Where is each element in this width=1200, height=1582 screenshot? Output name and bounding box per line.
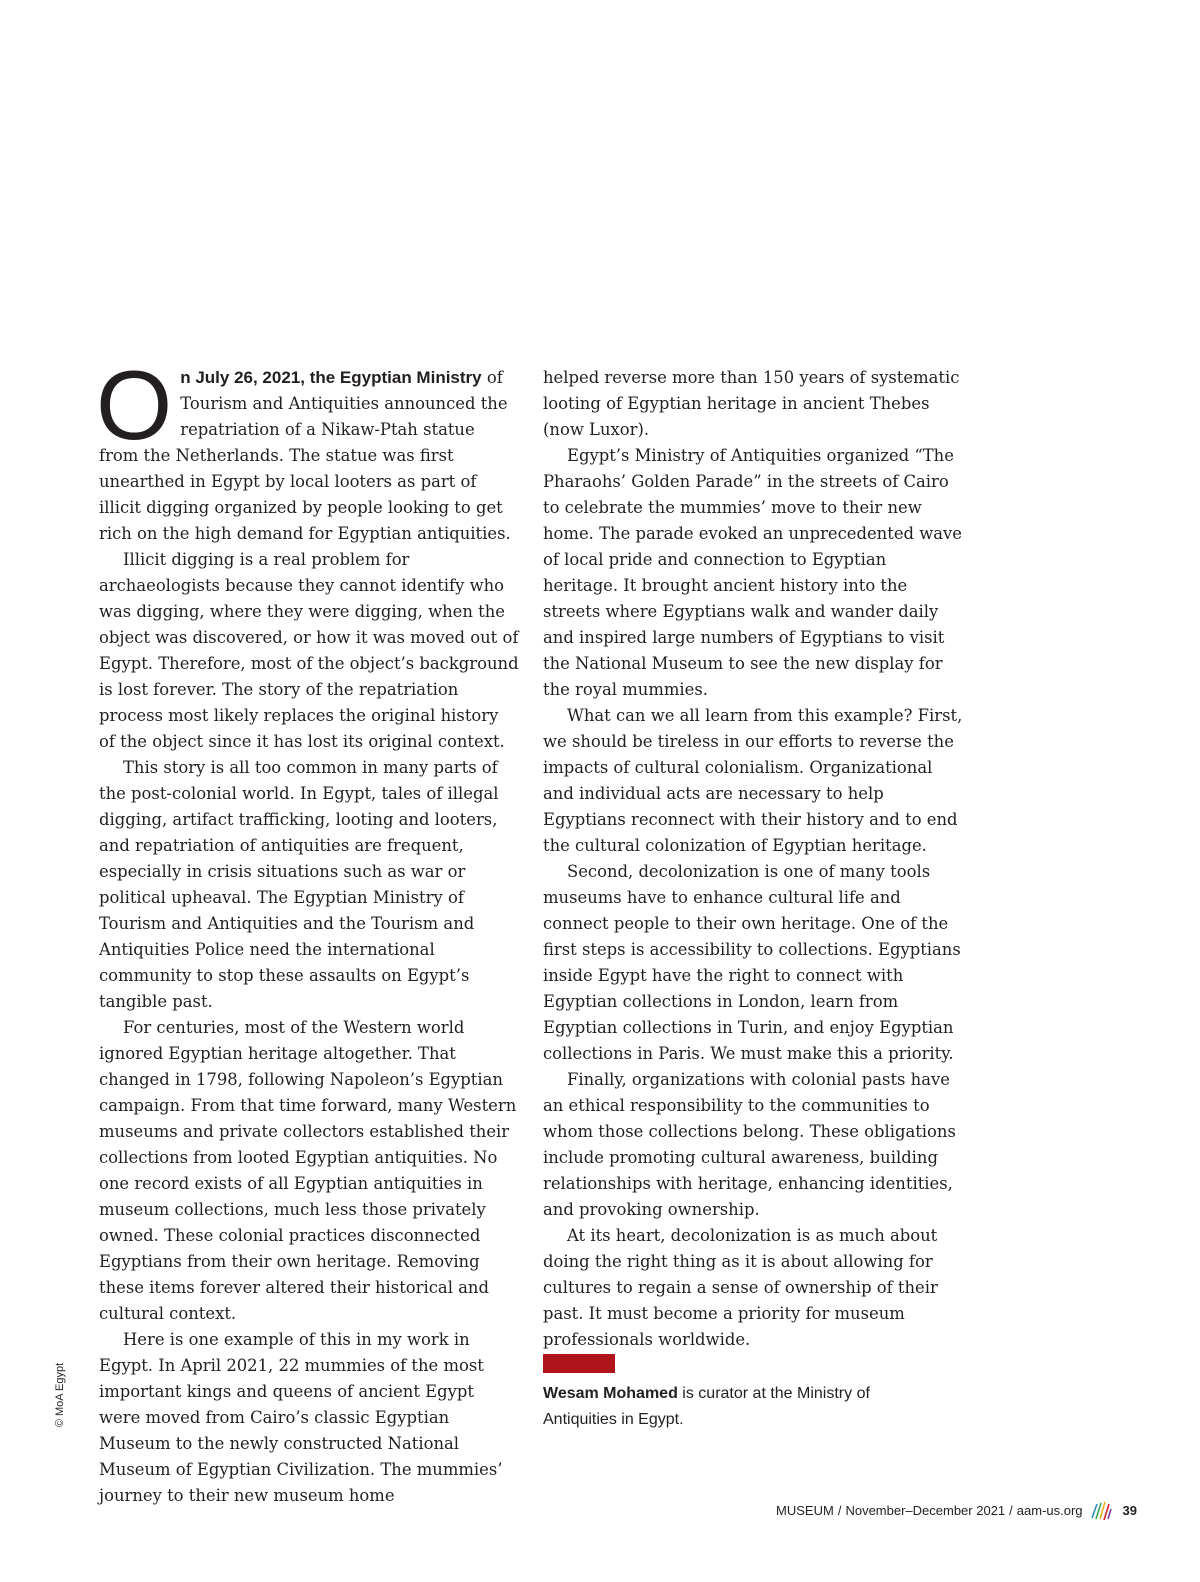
author-bio (543, 1381, 943, 1433)
issue-date: November–December 2021 (845, 1502, 1006, 1518)
article-paragraph: This story is all too common in many parts of the post-colonial world. In Egypt, tales of illegal digging, artifact trafficking, looting and looters, and repatriation of antiquities are frequent, especially in crisis situations such as war or political upheaval. The Egyptian Ministry of Tourism and Antiquities and the Tourism and Antiquities Police need the international community to stop these assaults on Egypt’s tangible past. (99, 758, 499, 1011)
photo-credit: © MoA Egypt (54, 1362, 66, 1428)
bio-accent-bar (543, 1354, 615, 1373)
article-paragraph: For centuries, most of the Western world ignored Egyptian heritage altogether. That changed in 1798, following Napoleon’s Egyptian campaign. From that time forward, many Western museums and private collectors established their collections from looted Egyptian antiquities. No one record exists of all Egyptian antiquities in museum collections, much less those privately owned. These colonial practices disconnected Egyptians from their own heritage. Removing these items forever altered their historical and cultural context. (99, 1018, 517, 1323)
drop-cap: O (96, 350, 173, 460)
website-link[interactable]: aam-us.org (1016, 1502, 1083, 1518)
footer-separator: / (837, 1502, 842, 1518)
author-name: Wesam Mohamed (543, 1385, 678, 1402)
article-paragraph: Egypt’s Ministry of Antiquities organized “The Pharaohs’ Golden Parade” in the streets of Cairo to celebrate the mummies’ move to their new home. The parade evoked an unprecedented wave of local pride and connection to Egyptian heritage. It brought ancient history into the streets where Egyptians walk and wander daily and inspired large numbers of Egyptians to visit the National Museum to see the new display for the royal mummies. (543, 446, 962, 699)
article-paragraph-1-text: of Tourism and Antiquities announced the repatriation of a Nikaw-Ptah statue from the Netherlands. The statue was first unearthed in Egypt by local looters as part of illicit digging organized by people looking to get rich on the high demand for Egyptian antiquities. (99, 368, 511, 543)
footer-separator: / (1009, 1502, 1013, 1518)
article-paragraph: What can we all learn from this example? First, we should be tireless in our efforts to reverse the impacts of cultural colonialism. Organizational and individual acts are necessary to help Egyptians reconnect with their history and to end the cultural colonization of Egyptian heritage. (543, 706, 963, 855)
article-paragraph: Here is one example of this in my work in Egypt. In April 2021, 22 mummies of the most important kings and queens of ancient Egypt were moved from Cairo’s classic Egyptian Museum to the newly constructed National Museum of Egyptian Civilization. The mummies’ journey to their new museum home (99, 1330, 503, 1505)
article-paragraph-1 (96, 350, 519, 547)
article-paragraph: Finally, organizations with colonial pasts have an ethical responsibility to the communities to whom those collections belong. These obligations include promoting cultural awareness, building relationships with heritage, enhancing identities, and provoking ownership. (543, 1070, 956, 1219)
article-paragraph: Second, decolonization is one of many tools museums have to enhance cultural life and connect people to their own heritage. One of the first steps is accessibility to collections. Egyptians inside Egypt have the right to connect with Egyptian collections in London, learn from Egyptian collections in Turin, and enjoy Egyptian collections in Paris. We must make this a priority. (543, 862, 961, 1063)
aam-logo-icon (1089, 1498, 1113, 1522)
article-paragraph: At its heart, decolonization is as much about doing the right thing as it is about allowing for cultures to regain a sense of ownership of their past. It must become a priority for museum professionals worldwide. (543, 1226, 938, 1349)
article-column-right (543, 365, 965, 1353)
page-number: 39 (1122, 1502, 1137, 1518)
publication-name: MUSEUM (776, 1502, 834, 1518)
article-lead-in: n July 26, 2021, the Egyptian Ministry (180, 368, 482, 387)
page-footer (776, 1498, 1137, 1522)
article-continuation: helped reverse more than 150 years of systematic looting of Egyptian heritage in ancient Thebes (now Luxor). (543, 368, 960, 439)
article-column-left (96, 350, 519, 1509)
article-paragraph: Illicit digging is a real problem for archaeologists because they cannot identify who was digging, where they were digging, when the object was discovered, or how it was moved out of Egypt. Therefore, most of the object’s background is lost forever. The story of the repatriation process most likely replaces the original history of the object since it has lost its original context. (99, 550, 519, 751)
author-bio-text: is curator at the Ministry of Antiquities in Egypt. (543, 1385, 870, 1428)
